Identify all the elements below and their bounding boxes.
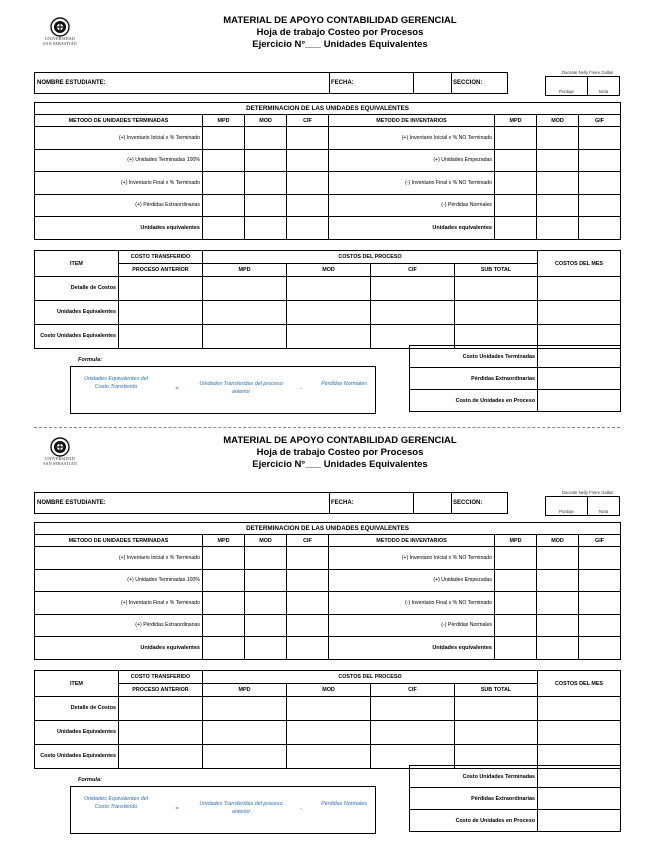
input-cell[interactable] xyxy=(579,547,621,570)
input-cell[interactable] xyxy=(287,325,371,349)
process-costs-header: COSTOS DEL PROCESO xyxy=(203,251,538,264)
summary-table xyxy=(409,345,621,412)
input-cell[interactable] xyxy=(245,127,287,150)
equiv-table-title: DETERMINACION DE LAS UNIDADES EQUIVALENTES xyxy=(35,523,621,535)
cost-row-label: Unidades Equivalentes xyxy=(35,721,119,745)
university-crest-icon xyxy=(50,437,70,457)
input-cell[interactable] xyxy=(495,614,537,637)
right-method-header: METODO DE INVENTARIOS xyxy=(329,115,495,127)
formula-term-a: Unidades Equivalentes del Costo Transferido xyxy=(84,376,148,390)
cost-row-label: Detalle de Costos xyxy=(35,277,119,301)
input-cell[interactable] xyxy=(119,277,203,301)
equivalent-units-table xyxy=(34,102,621,240)
right-col-header: MPD xyxy=(495,535,537,547)
input-cell[interactable] xyxy=(203,301,287,325)
input-cell[interactable] xyxy=(495,127,537,150)
input-cell[interactable] xyxy=(579,569,621,592)
input-cell[interactable] xyxy=(538,721,621,745)
teacher-note: Docente Nelly Freire Gallas xyxy=(561,490,614,495)
right-row-label: (-) Pérdidas Normales xyxy=(329,614,495,637)
input-cell[interactable] xyxy=(287,149,329,172)
student-name-field[interactable]: NOMBRE ESTUDIANTE: xyxy=(37,80,106,86)
input-cell[interactable] xyxy=(579,149,621,172)
left-row-label: (+) Pérdidas Extraordinarias xyxy=(35,614,203,637)
left-row-label: (+) Inventario Final x % Terminado xyxy=(35,172,203,195)
cost-col-header: MOD xyxy=(287,264,371,277)
input-cell[interactable] xyxy=(203,277,287,301)
left-col-header: CIF xyxy=(287,115,329,127)
cost-col-header: SUB TOTAL xyxy=(455,264,538,277)
right-row-label: (+) Unidades Empezadas xyxy=(329,149,495,172)
input-cell[interactable] xyxy=(579,127,621,150)
input-cell[interactable] xyxy=(203,127,245,150)
summary-label: Costo Unidades Terminadas xyxy=(410,346,538,368)
formula-label: Formula: xyxy=(78,357,102,363)
input-cell[interactable] xyxy=(371,277,455,301)
formula-term-b: Unidades Transferidas del proceso anterior xyxy=(199,801,283,815)
input-cell[interactable] xyxy=(287,592,329,615)
right-total-label: Unidades equivalentes xyxy=(329,637,495,660)
input-cell[interactable] xyxy=(455,277,538,301)
process-cost-table xyxy=(34,670,621,769)
input-cell[interactable] xyxy=(245,569,287,592)
input-cell[interactable] xyxy=(495,149,537,172)
summary-table xyxy=(409,765,621,832)
input-cell[interactable] xyxy=(203,745,287,769)
right-row-label: (-) Inventario Final x % NO Terminado xyxy=(329,172,495,195)
page-title xyxy=(160,15,520,51)
input-cell[interactable] xyxy=(119,301,203,325)
formula-box xyxy=(70,786,376,834)
right-total-label: Unidades equivalentes xyxy=(329,217,495,240)
right-col-header: MOD xyxy=(537,115,579,127)
input-cell[interactable] xyxy=(538,301,621,325)
student-name-field[interactable]: NOMBRE ESTUDIANTE: xyxy=(37,500,106,506)
equiv-table-title: DETERMINACION DE LAS UNIDADES EQUIVALENTES xyxy=(35,103,621,115)
input-cell[interactable] xyxy=(538,368,621,390)
logo-line-1: UNIVERSIDAD xyxy=(45,36,75,41)
transfer-cost-header: COSTO TRANSFERIDO xyxy=(119,251,203,264)
left-col-header: MOD xyxy=(245,535,287,547)
input-cell[interactable] xyxy=(579,172,621,195)
input-cell[interactable] xyxy=(538,810,621,832)
input-cell[interactable] xyxy=(579,217,621,240)
right-row-label: (-) Inventario Final x % NO Terminado xyxy=(329,592,495,615)
title-line-1: MATERIAL DE APOYO CONTABILIDAD GERENCIAL xyxy=(223,435,457,446)
input-cell[interactable] xyxy=(287,614,329,637)
cost-col-header: MPD xyxy=(203,684,287,697)
page-title xyxy=(160,435,520,471)
section-field[interactable]: SECCION: xyxy=(453,500,483,506)
input-cell[interactable] xyxy=(495,217,537,240)
input-cell[interactable] xyxy=(203,721,287,745)
input-cell[interactable] xyxy=(538,697,621,721)
puntaje-box[interactable]: Puntaje xyxy=(545,76,588,96)
equivalent-units-table xyxy=(34,522,621,660)
right-row-label: (+) Inventario Inicial x % NO Terminado xyxy=(329,547,495,570)
right-col-header: GIF xyxy=(579,115,621,127)
input-cell[interactable] xyxy=(495,194,537,217)
input-cell[interactable] xyxy=(538,788,621,810)
worksheet-bottom xyxy=(0,420,655,830)
input-cell[interactable] xyxy=(203,325,287,349)
input-cell[interactable] xyxy=(538,277,621,301)
input-cell[interactable] xyxy=(495,547,537,570)
input-cell[interactable] xyxy=(203,592,245,615)
formula-equals: = xyxy=(175,806,179,812)
teacher-note: Docente Nelly Freire Gallas xyxy=(561,70,614,75)
input-cell[interactable] xyxy=(245,592,287,615)
item-header: ITEM xyxy=(35,671,119,697)
input-cell[interactable] xyxy=(203,149,245,172)
cost-col-header: CIF xyxy=(371,684,455,697)
input-cell[interactable] xyxy=(203,569,245,592)
formula-box xyxy=(70,366,376,414)
input-cell[interactable] xyxy=(203,637,245,660)
input-cell[interactable] xyxy=(537,569,579,592)
input-cell[interactable] xyxy=(245,637,287,660)
process-cost-table xyxy=(34,250,621,349)
logo-line-2: SAN SEBASTIÁN xyxy=(43,460,77,466)
formula-term-c: Pérdidas Normales xyxy=(321,381,367,387)
left-row-label: (+) Unidades Terminadas 100% xyxy=(35,569,203,592)
student-info-row xyxy=(34,492,508,514)
input-cell[interactable] xyxy=(245,217,287,240)
input-cell[interactable] xyxy=(371,721,455,745)
input-cell[interactable] xyxy=(287,277,371,301)
input-cell[interactable] xyxy=(537,127,579,150)
input-cell[interactable] xyxy=(287,547,329,570)
left-total-label: Unidades equivalentes xyxy=(35,217,203,240)
nota-box[interactable]: Nota xyxy=(587,76,620,96)
input-cell[interactable] xyxy=(455,301,538,325)
university-logo xyxy=(40,437,80,466)
left-row-label: (+) Unidades Terminadas 100% xyxy=(35,149,203,172)
input-cell[interactable] xyxy=(579,592,621,615)
cost-row-label: Unidades Equivalentes xyxy=(35,301,119,325)
title-line-2: Hoja de trabajo Costeo por Procesos xyxy=(256,27,424,38)
input-cell[interactable] xyxy=(203,172,245,195)
title-line-3: Ejercicio N°___ Unidades Equivalentes xyxy=(252,459,428,470)
cost-col-header: SUB TOTAL xyxy=(455,684,538,697)
input-cell[interactable] xyxy=(287,194,329,217)
date-field[interactable]: FECHA: xyxy=(331,500,354,506)
input-cell[interactable] xyxy=(287,172,329,195)
input-cell[interactable] xyxy=(495,569,537,592)
left-row-label: (+) Pérdidas Extraordinarias xyxy=(35,194,203,217)
input-cell[interactable] xyxy=(455,721,538,745)
title-line-3: Ejercicio N°___ Unidades Equivalentes xyxy=(252,39,428,50)
input-cell[interactable] xyxy=(495,592,537,615)
student-info-row xyxy=(34,72,508,94)
input-cell[interactable] xyxy=(537,217,579,240)
input-cell[interactable] xyxy=(245,547,287,570)
input-cell[interactable] xyxy=(287,127,329,150)
input-cell[interactable] xyxy=(537,614,579,637)
summary-label: Costo Unidades Terminadas xyxy=(410,766,538,788)
left-col-header: MPD xyxy=(203,535,245,547)
input-cell[interactable] xyxy=(245,149,287,172)
item-header: ITEM xyxy=(35,251,119,277)
cost-row-label: Costo Unidades Equivalentes xyxy=(35,325,119,349)
summary-label: Pérdidas Extraordinarias xyxy=(410,368,538,390)
transfer-cost-header: COSTO TRANSFERIDO xyxy=(119,671,203,684)
right-method-header: METODO DE INVENTARIOS xyxy=(329,535,495,547)
input-cell[interactable] xyxy=(537,194,579,217)
summary-label: Pérdidas Extraordinarias xyxy=(410,788,538,810)
input-cell[interactable] xyxy=(537,547,579,570)
input-cell[interactable] xyxy=(287,301,371,325)
input-cell[interactable] xyxy=(245,194,287,217)
cost-row-label: Costo Unidades Equivalentes xyxy=(35,745,119,769)
input-cell[interactable] xyxy=(119,745,203,769)
input-cell[interactable] xyxy=(537,592,579,615)
formula-term-c: Pérdidas Normales xyxy=(321,801,367,807)
input-cell[interactable] xyxy=(287,697,371,721)
puntaje-box[interactable]: Puntaje xyxy=(545,496,588,516)
input-cell[interactable] xyxy=(203,614,245,637)
left-col-header: MPD xyxy=(203,115,245,127)
month-costs-header: COSTOS DEL MES xyxy=(538,671,621,697)
input-cell[interactable] xyxy=(537,149,579,172)
university-logo xyxy=(40,17,80,46)
formula-minus: - xyxy=(300,386,302,392)
input-cell[interactable] xyxy=(538,390,621,412)
input-cell[interactable] xyxy=(537,637,579,660)
right-col-header: MPD xyxy=(495,115,537,127)
worksheet-top xyxy=(0,0,655,410)
formula-equals: = xyxy=(175,386,179,392)
right-col-header: GIF xyxy=(579,535,621,547)
input-cell[interactable] xyxy=(538,766,621,788)
date-field[interactable]: FECHA: xyxy=(331,80,354,86)
cost-col-header: CIF xyxy=(371,264,455,277)
left-row-label: (+) Inventario Inicial x % Terminado xyxy=(35,547,203,570)
transfer-cost-header-2: PROCESO ANTERIOR xyxy=(119,684,203,697)
input-cell[interactable] xyxy=(371,301,455,325)
input-cell[interactable] xyxy=(203,217,245,240)
nota-box[interactable]: Nota xyxy=(587,496,620,516)
right-col-header: MOD xyxy=(537,535,579,547)
process-costs-header: COSTOS DEL PROCESO xyxy=(203,671,538,684)
input-cell[interactable] xyxy=(495,637,537,660)
cost-row-label: Detalle de Costos xyxy=(35,697,119,721)
input-cell[interactable] xyxy=(119,697,203,721)
right-row-label: (+) Unidades Empezadas xyxy=(329,569,495,592)
input-cell[interactable] xyxy=(203,697,287,721)
input-cell[interactable] xyxy=(203,547,245,570)
input-cell[interactable] xyxy=(538,346,621,368)
input-cell[interactable] xyxy=(537,172,579,195)
formula-term-a: Unidades Equivalentes del Costo Transferido xyxy=(84,796,148,810)
input-cell[interactable] xyxy=(287,217,329,240)
input-cell[interactable] xyxy=(495,172,537,195)
left-row-label: (+) Inventario Inicial x % Terminado xyxy=(35,127,203,150)
cost-col-header: MOD xyxy=(287,684,371,697)
left-method-header: METODO DE UNIDADES TERMINADAS xyxy=(35,115,203,127)
input-cell[interactable] xyxy=(579,614,621,637)
transfer-cost-header-2: PROCESO ANTERIOR xyxy=(119,264,203,277)
right-row-label: (+) Inventario Inicial x % NO Terminado xyxy=(329,127,495,150)
formula-minus: - xyxy=(300,806,302,812)
left-col-header: CIF xyxy=(287,535,329,547)
left-total-label: Unidades equivalentes xyxy=(35,637,203,660)
input-cell[interactable] xyxy=(455,697,538,721)
title-line-2: Hoja de trabajo Costeo por Procesos xyxy=(256,447,424,458)
section-field[interactable]: SECCION: xyxy=(453,80,483,86)
input-cell[interactable] xyxy=(287,745,371,769)
input-cell[interactable] xyxy=(245,614,287,637)
input-cell[interactable] xyxy=(245,172,287,195)
input-cell[interactable] xyxy=(287,569,329,592)
input-cell[interactable] xyxy=(119,325,203,349)
formula-term-b: Unidades Transferidas del proceso anterior xyxy=(199,381,283,395)
input-cell[interactable] xyxy=(287,637,329,660)
university-crest-icon xyxy=(50,17,70,37)
summary-label: Costo de Unidades en Proceso xyxy=(410,810,538,832)
input-cell[interactable] xyxy=(579,637,621,660)
left-row-label: (+) Inventario Final x % Terminado xyxy=(35,592,203,615)
formula-label: Formula: xyxy=(78,777,102,783)
month-costs-header: COSTOS DEL MES xyxy=(538,251,621,277)
title-line-1: MATERIAL DE APOYO CONTABILIDAD GERENCIAL xyxy=(223,15,457,26)
cost-col-header: MPD xyxy=(203,264,287,277)
input-cell[interactable] xyxy=(203,194,245,217)
right-row-label: (-) Pérdidas Normales xyxy=(329,194,495,217)
input-cell[interactable] xyxy=(287,721,371,745)
input-cell[interactable] xyxy=(579,194,621,217)
logo-line-2: SAN SEBASTIÁN xyxy=(43,40,77,46)
left-col-header: MOD xyxy=(245,115,287,127)
summary-label: Costo de Unidades en Proceso xyxy=(410,390,538,412)
input-cell[interactable] xyxy=(371,697,455,721)
left-method-header: METODO DE UNIDADES TERMINADAS xyxy=(35,535,203,547)
logo-line-1: UNIVERSIDAD xyxy=(45,456,75,461)
input-cell[interactable] xyxy=(119,721,203,745)
